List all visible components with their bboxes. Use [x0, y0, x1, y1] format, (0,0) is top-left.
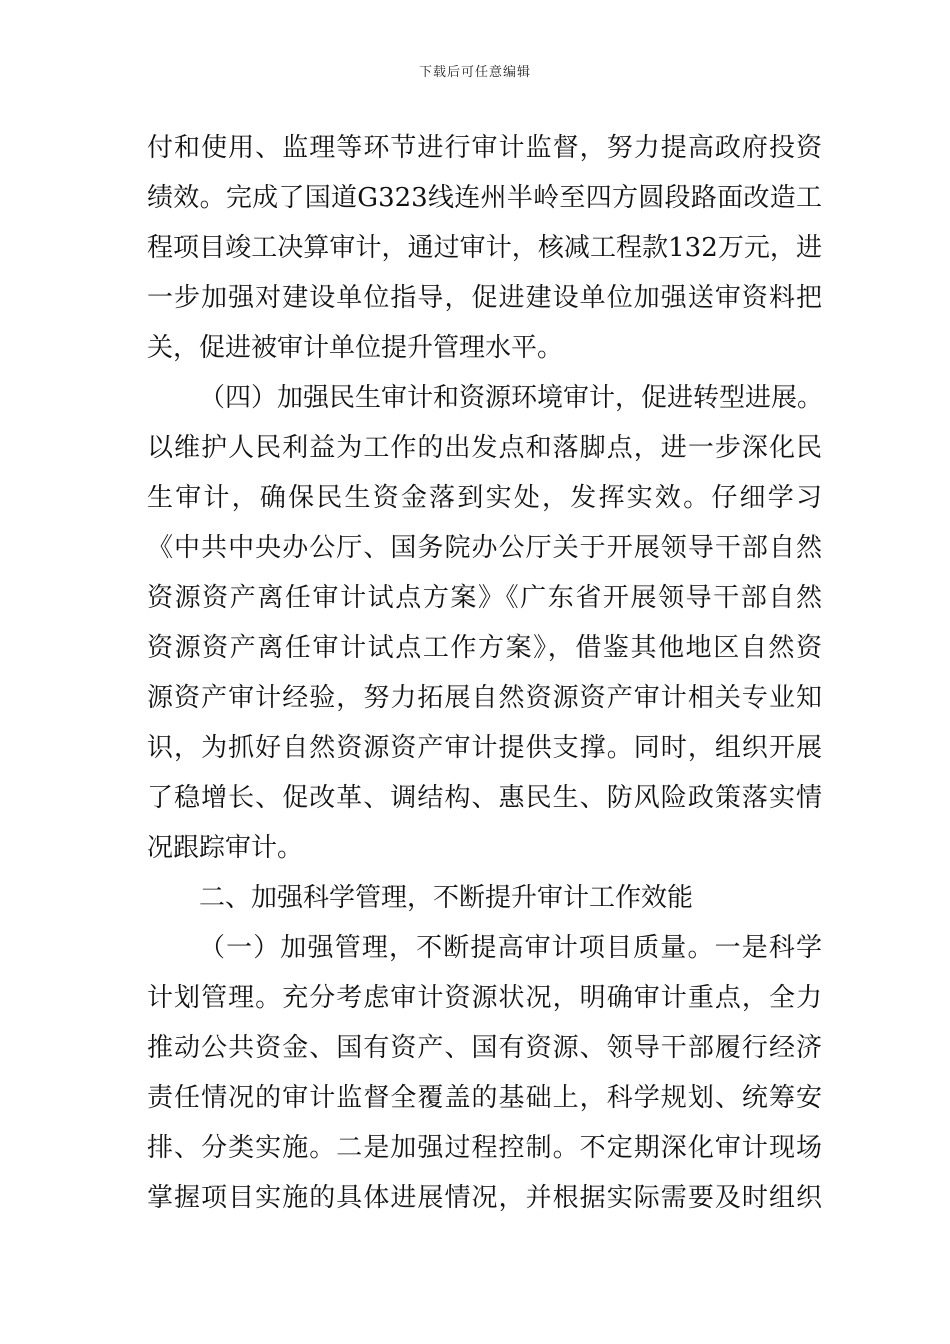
text-line: 推动公共资金、国有资产、国有资源、领导干部履行经济 — [147, 1033, 822, 1063]
text-line: 责任情况的审计监督全覆盖的基础上，科学规划、统筹安 — [147, 1083, 822, 1113]
text-line: 识，为抓好自然资源资产审计提供支撑。同时，组织开展 — [147, 733, 822, 763]
text-line: 况跟踪审计。 — [147, 833, 304, 863]
text-line: 资源资产离任审计试点方案》《广东省开展领导干部自然 — [147, 583, 822, 613]
text-line: 一步加强对建设单位指导，促进建设单位加强送审资料把 — [147, 283, 822, 313]
section-heading: 二、加强科学管理，不断提升审计工作效能 — [199, 883, 694, 913]
document-body — [147, 123, 822, 1223]
text-line: 生审计，确保民生资金落到实处，发挥实效。仔细学习 — [147, 483, 822, 513]
text-line: 排、分类实施。二是加强过程控制。不定期深化审计现场 — [147, 1133, 822, 1163]
text-line: 以维护人民利益为工作的出发点和落脚点，进一步深化民 — [147, 433, 822, 463]
page-header: 下载后可任意编辑 — [418, 65, 531, 80]
subsection-heading-line: （一）加强管理，不断提高审计项目质量。一是科学 — [199, 933, 822, 963]
text-line: 程项目竣工决算审计，通过审计，核减工程款132万元，进 — [147, 233, 822, 263]
section-heading-line: （四）加强民生审计和资源环境审计，促进转型进展。 — [199, 383, 824, 413]
text-line: 掌握项目实施的具体进展情况，并根据实际需要及时组织 — [147, 1183, 822, 1213]
text-line: 计划管理。充分考虑审计资源状况，明确审计重点，全力 — [147, 983, 822, 1013]
text-line: 《中共中央办公厅、国务院办公厅关于开展领导干部自然 — [147, 533, 822, 563]
text-line: 源资产审计经验，努力拓展自然资源资产审计相关专业知 — [147, 683, 822, 713]
text-line: 资源资产离任审计试点工作方案》，借鉴其他地区自然资 — [147, 633, 822, 663]
text-line: 绩效。完成了国道G323线连州半岭至四方圆段路面改造工 — [147, 183, 822, 213]
text-line: 付和使用、监理等环节进行审计监督，努力提高政府投资 — [147, 133, 822, 163]
text-line: 了稳增长、促改革、调结构、惠民生、防风险政策落实情 — [147, 783, 822, 813]
text-line: 关，促进被审计单位提升管理水平。 — [147, 333, 564, 363]
